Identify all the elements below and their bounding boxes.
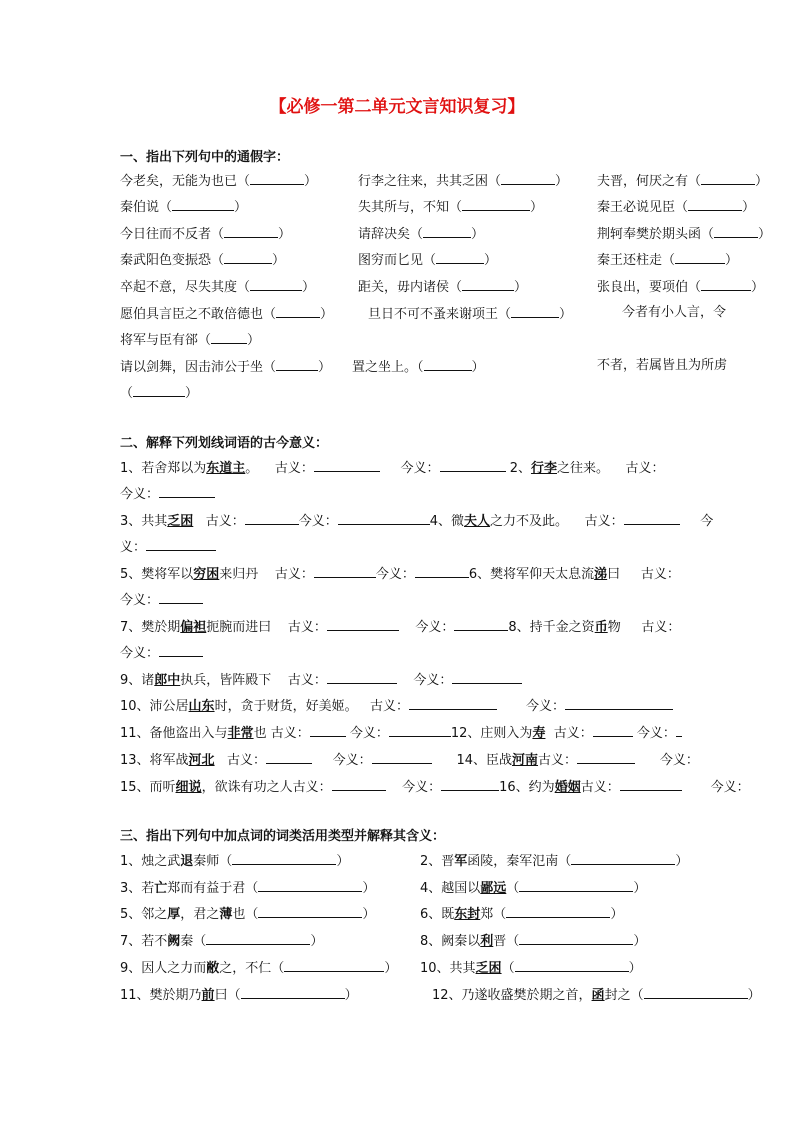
s2-row: 7、樊於期偏袒扼腕而进曰 古义： 今义： 8、持千金之资币物 古义：: [120, 620, 681, 635]
s2-row-continued: 今义：: [120, 591, 203, 609]
s3-item: 2、晋军函陵，秦军氾南（ ）: [420, 854, 689, 869]
s3-item: 4、越国以鄙远（ ）: [420, 881, 647, 896]
s3-item: 12、乃遂收盛樊於期之首，函封之（ ）: [432, 988, 761, 1003]
s3-item: 6、既东封郑（ ）: [420, 907, 624, 922]
s1-item-continued: （ ）: [120, 386, 199, 401]
s1-item: 秦伯说（ ）: [120, 200, 248, 215]
s1-item: 今老矣，无能为也已（ ）: [120, 174, 318, 189]
s3-item: 8、阙秦以利晋（ ）: [420, 934, 647, 949]
s1-item: 愿伯具言臣之不敢倍德也（ ）: [120, 307, 334, 322]
s1-item: 距关，毋内诸侯（ ）: [358, 280, 528, 295]
s3-item: 11、樊於期乃前曰（ ）: [120, 988, 358, 1003]
s1-item: 不者，若属皆且为所虏: [597, 358, 728, 373]
s2-row: 3、共其乏困 古义： 今义： 4、微夫人之力不及此。 古义： 今: [120, 514, 714, 529]
s1-item: 行李之往来，共其乏困（ ）: [358, 174, 569, 189]
s2-row: 10、沛公居山东时，贪于财货，好美姬。 古义： 今义：: [120, 697, 673, 715]
s1-item: 夫晋，何厌之有（ ）: [597, 174, 769, 189]
s2-row: 9、诸郎中执兵，皆阵殿下 古义： 今义：: [120, 671, 522, 689]
s3-item: 1、烛之武退秦师（ ）: [120, 854, 350, 869]
s1-item: 秦武阳色变振恐（ ）: [120, 253, 286, 268]
s1-item-continued: 将军与臣有郤（ ）: [120, 333, 261, 348]
s2-row: 13、将军战河北 古义： 今义： 14、臣战河南古义： 今义：: [120, 753, 699, 768]
s1-item: 请辞决矣（ ）: [358, 227, 485, 242]
s1-item: 旦日不可不蚤来谢项王（ ）: [368, 307, 573, 322]
s1-item: 今者有小人言，令: [622, 305, 727, 320]
s3-item: 7、若不阙秦（ ）: [120, 934, 324, 949]
s2-row: 15、而听细说，欲诛有功之人古义： 今义： 16、约为婚姻古义： 今义：: [120, 780, 750, 795]
s3-item: 3、若亡郑而有益于君（ ）: [120, 881, 376, 896]
s3-item: 9、因人之力而敝之，不仁（ ）: [120, 961, 398, 976]
s3-item: 10、共其乏困（ ）: [420, 961, 642, 976]
s1-item: 张良出，要项伯（ ）: [597, 280, 765, 295]
s3-item: 5、邻之厚，君之薄也（ ）: [120, 907, 376, 922]
section-1-heading: 一、指出下列句中的通假字：: [120, 150, 290, 165]
s2-row: 5、樊将军以穷困来归丹 古义： 今义： 6、樊将军仰天太息流涕曰 古义：: [120, 567, 680, 582]
s2-row: 11、备他盗出入与非常也 古义： 今义： 12、庄则入为寿 古义： 今义：: [120, 724, 682, 742]
s1-item: 秦王还柱走（ ）: [597, 253, 739, 268]
s2-row-continued: 今义：: [120, 485, 215, 503]
section-2-heading: 二、解释下列划线词语的古今意义：: [120, 436, 329, 451]
s1-item: 置之坐上。（ ）: [352, 360, 485, 375]
section-3-heading: 三、指出下列句中加点词的词类活用类型并解释其含义：: [120, 829, 446, 844]
s1-item: 图穷而匕见（ ）: [358, 253, 498, 268]
s1-item: 失其所与，不知（ ）: [358, 200, 544, 215]
s1-item: 卒起不意，尽失其度（ ）: [120, 280, 316, 295]
s1-item: 请以剑舞，因击沛公于坐（ ）: [120, 360, 332, 375]
s1-item: 荆轲奉樊於期头函（ ）: [597, 227, 772, 242]
s2-row-continued: 义：: [120, 538, 216, 556]
page-title: 【必修一第二单元文言知识复习】: [269, 97, 525, 117]
s2-row-continued: 今义：: [120, 644, 203, 662]
s2-row: 1、若舍郑以为东道主。 古义： 今义： 2、行李之往来。 古义：: [120, 461, 665, 476]
s1-item: 秦王必说见臣（ ）: [597, 200, 756, 215]
s1-item: 今日往而不反者（ ）: [120, 227, 292, 242]
